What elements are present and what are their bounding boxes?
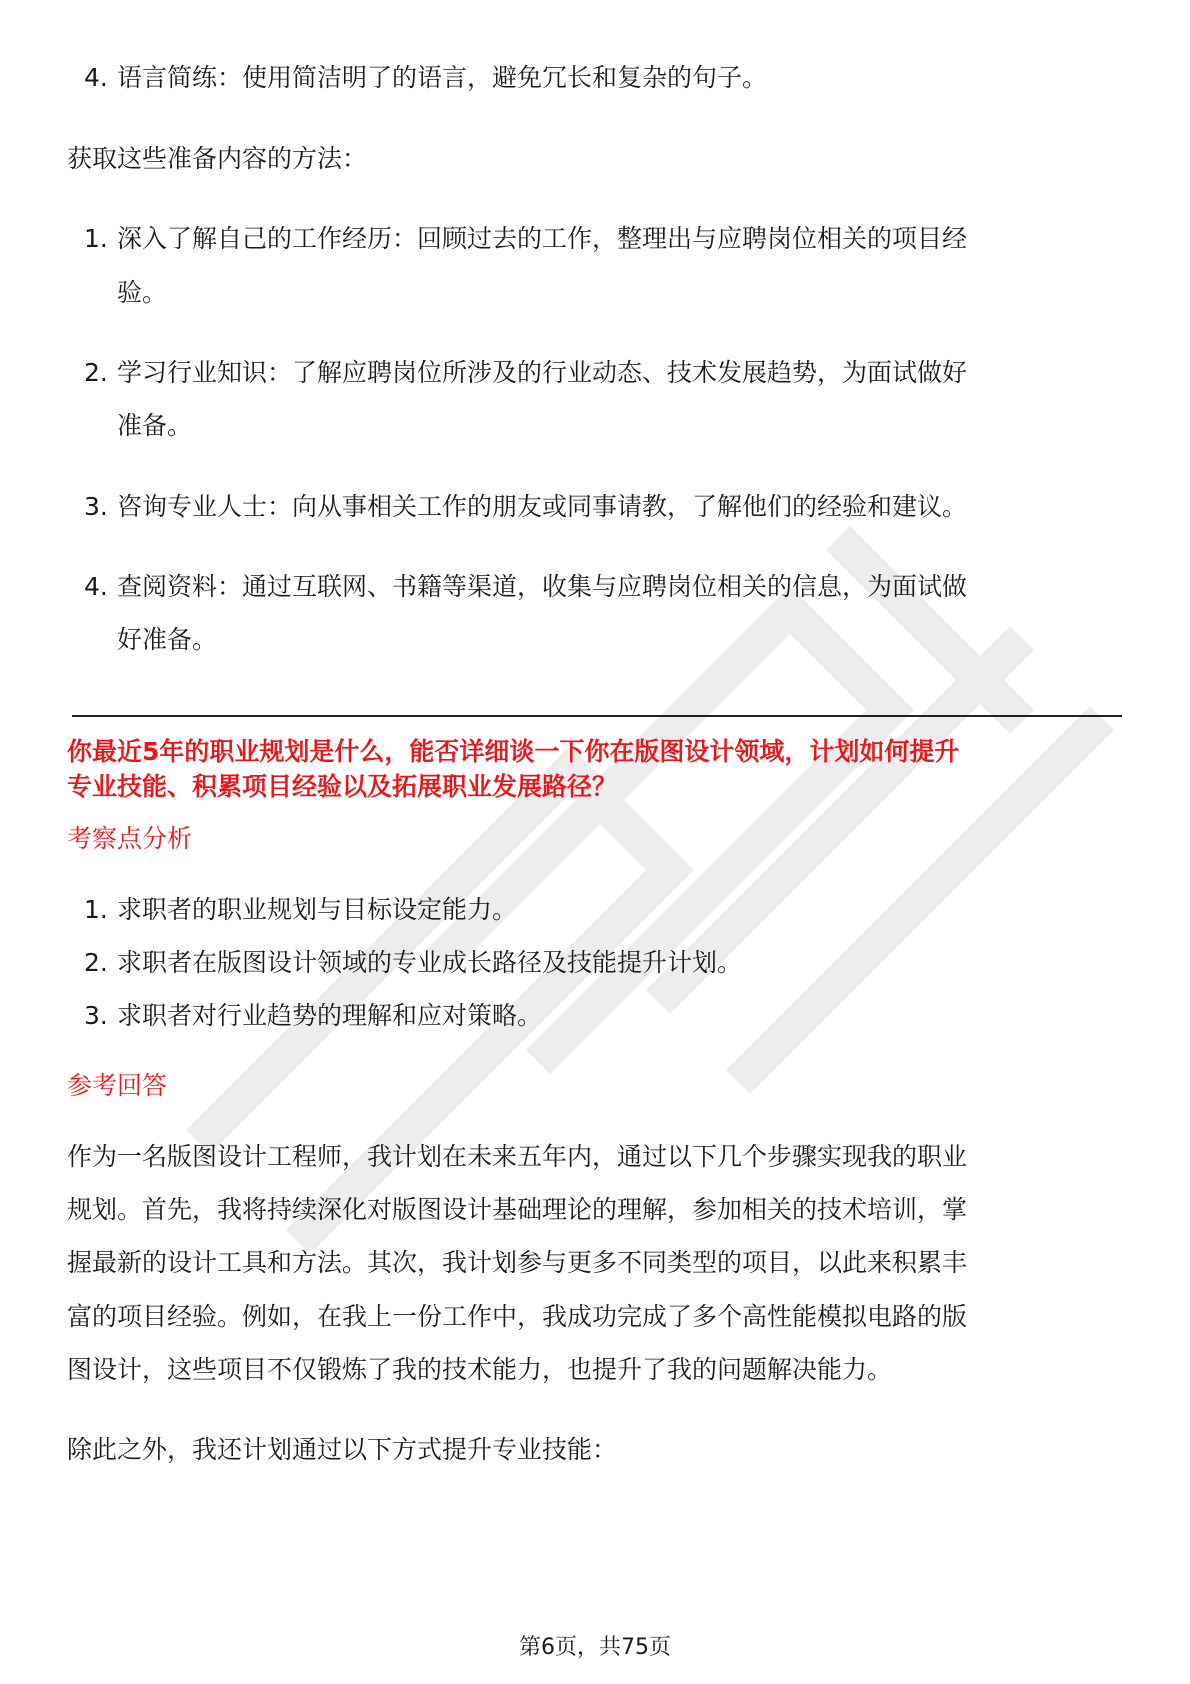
list-number: 4.	[84, 572, 108, 601]
answer-closing-line: 除此之外，我还计划通过以下方式提升专业技能：	[67, 1435, 618, 1464]
list-number: 3.	[84, 1001, 108, 1030]
list-number: 2.	[84, 358, 108, 387]
answer-heading: 参考回答	[67, 1071, 168, 1100]
analysis-item: 求职者在版图设计领域的专业成长路径及技能提升计划。	[117, 948, 743, 977]
list-number: 4.	[84, 63, 108, 92]
list-item-text: 深入了解自己的工作经历：回顾过去的工作，整理出与应聘岗位相关的项目经	[117, 224, 968, 253]
question-title-line1: 你最近5年的职业规划是什么，能否详细谈一下你在版图设计领域，计划如何提升	[67, 737, 960, 766]
list-item-text: 语言简练：使用简洁明了的语言，避免冗长和复杂的句子。	[117, 63, 768, 92]
answer-paragraph-line: 作为一名版图设计工程师，我计划在未来五年内，通过以下几个步骤实现我的职业	[67, 1142, 968, 1171]
list-item-text: 咨询专业人士：向从事相关工作的朋友或同事请教，了解他们的经验和建议。	[117, 492, 968, 521]
list-number: 2.	[84, 948, 108, 977]
list-item-text: 查阅资料：通过互联网、书籍等渠道，收集与应聘岗位相关的信息，为面试做	[117, 572, 968, 601]
list-item-text-continued: 准备。	[117, 411, 193, 440]
answer-paragraph-line: 规划。首先，我将持续深化对版图设计基础理论的理解，参加相关的技术培训，掌	[67, 1195, 968, 1224]
methods-intro: 获取这些准备内容的方法：	[67, 144, 368, 173]
list-item-text: 学习行业知识：了解应聘岗位所涉及的行业动态、技术发展趋势，为面试做好	[117, 358, 968, 387]
list-item-text-continued: 验。	[117, 278, 168, 307]
list-number: 1.	[84, 224, 108, 253]
answer-paragraph-line: 握最新的设计工具和方法。其次，我计划参与更多不同类型的项目，以此来积累丰	[67, 1248, 968, 1277]
watermark-graphic	[150, 430, 1130, 1250]
question-title-line2: 专业技能、积累项目经验以及拓展职业发展路径？	[67, 772, 618, 801]
list-number: 1.	[84, 895, 108, 924]
page-footer: 第6页，共75页	[519, 1635, 671, 1660]
answer-paragraph-line: 富的项目经验。例如，在我上一份工作中，我成功完成了多个高性能模拟电路的版	[67, 1302, 968, 1331]
analysis-item: 求职者对行业趋势的理解和应对策略。	[117, 1001, 543, 1030]
list-number: 3.	[84, 492, 108, 521]
answer-paragraph-line: 图设计，这些项目不仅锻炼了我的技术能力，也提升了我的问题解决能力。	[67, 1355, 893, 1384]
section-divider	[72, 715, 1122, 717]
list-item-text-continued: 好准备。	[117, 625, 218, 654]
analysis-heading: 考察点分析	[67, 824, 193, 853]
analysis-item: 求职者的职业规划与目标设定能力。	[117, 895, 518, 924]
